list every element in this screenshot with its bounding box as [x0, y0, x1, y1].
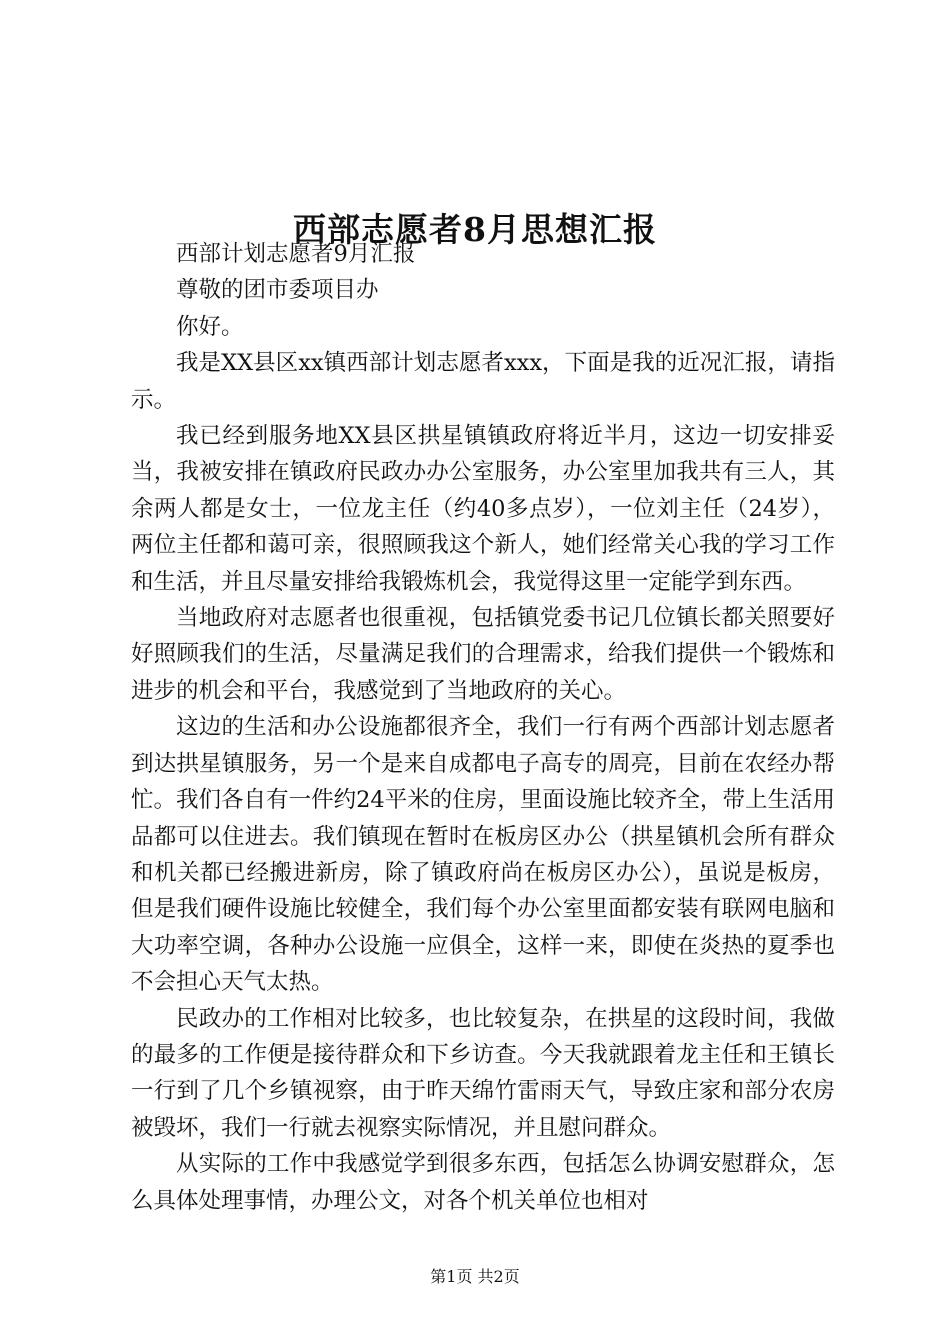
paragraph: 这边的生活和办公设施都很齐全，我们一行有两个西部计划志愿者到达拱星镇服务，另一个是来自成都电子高专的周亮，目前在农经办帮忙。我们各自有一件约24平米的住房，里面设施比较齐全，带上生活用品都可以住进去。我们镇现在暂时在板房区办公（拱星镇机会所有群众和机关都已经搬进新房，除了镇政府尚在板房区办公），虽说是板房，但是我们硬件设施比较健全，我们每个办公室里面都安装有联网电脑和大功率空调，各种办公设施一应俱全，这样一来，即使在炎热的夏季也不会担心天气太热。 [131, 714, 835, 996]
paragraph: 西部计划志愿者9月汇报 [176, 241, 416, 267]
page-title: 西部志愿者8月思想汇报 [293, 210, 657, 250]
paragraph: 尊敬的团市委项目办 [176, 277, 379, 304]
paragraph: 从实际的工作中我感觉学到很多东西，包括怎么协调安慰群众，怎么具体处理事情，办理公文，对各个机关单位也相对 [131, 1151, 835, 1214]
paragraph: 民政办的工作相对比较多，也比较复杂，在拱星的这段时间，我做的最多的工作便是接待群众和下乡访查。今天我就跟着龙主任和王镇长一行到了几个乡镇视察，由于昨天绵竹雷雨天气，导致庄家和部分农房被毁坏，我们一行就去视察实际情况，并且慰问群众。 [131, 1005, 835, 1141]
document-body [131, 236, 835, 1219]
paragraph: 你好。 [176, 313, 244, 340]
paragraph: 我已经到服务地XX县区拱星镇镇政府将近半月，这边一切安排妥当，我被安排在镇政府民政办办公室服务，办公室里加我共有三人，其余两人都是女士，一位龙主任（约40多点岁），一位刘主任（24岁），两位主任都和蔼可亲，很照顾我这个新人，她们经常关心我的学习工作和生活，并且尽量安排给我锻炼机会，我觉得这里一定能学到东西。 [131, 423, 835, 595]
paragraph: 我是XX县区xx镇西部计划志愿者xxx，下面是我的近况汇报，请指示。 [131, 350, 835, 413]
paragraph: 当地政府对志愿者也很重视，包括镇党委书记几位镇长都关照要好好照顾我们的生活，尽量满足我们的合理需求，给我们提供一个锻炼和进步的机会和平台，我感觉到了当地政府的关心。 [131, 605, 835, 704]
page-number: 第1页 共2页 [430, 1267, 520, 1286]
